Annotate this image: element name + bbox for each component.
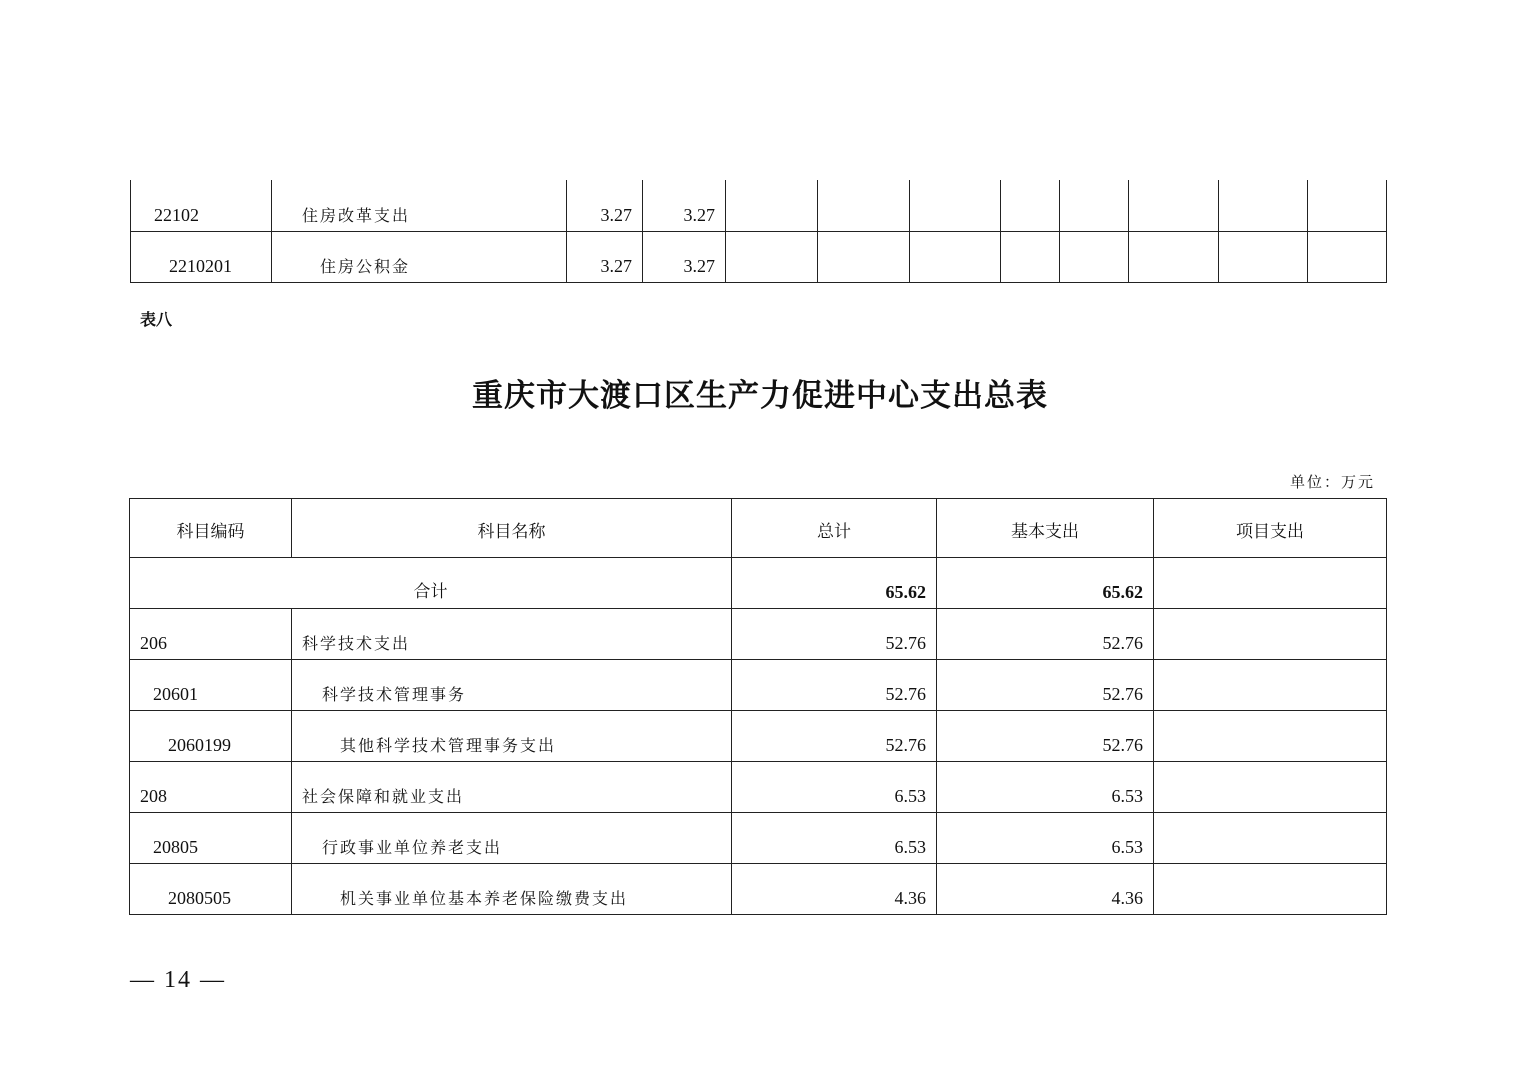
row-code: 2060199	[130, 711, 292, 762]
row-project	[1154, 864, 1387, 915]
expenditure-table	[129, 498, 1387, 915]
row-code: 2210201	[131, 231, 272, 282]
header-name: 科目名称	[292, 499, 732, 558]
row-name: 其他科学技术管理事务支出	[292, 711, 732, 762]
row-project	[1154, 660, 1387, 711]
row-total: 4.36	[732, 864, 937, 915]
unit-label: 单位：万元	[1289, 473, 1375, 491]
empty-cell	[726, 231, 818, 282]
empty-cell	[818, 231, 910, 282]
row-project	[1154, 813, 1387, 864]
empty-cell	[1219, 231, 1308, 282]
row-name: 行政事业单位养老支出	[292, 813, 732, 864]
row-code: 2080505	[130, 864, 292, 915]
row-code: 206	[130, 609, 292, 660]
table-label: 表八	[140, 310, 173, 329]
empty-cell	[910, 180, 1001, 231]
row-code: 20805	[130, 813, 292, 864]
table-row	[130, 609, 1387, 660]
row-code: 208	[130, 762, 292, 813]
table-row	[130, 813, 1387, 864]
row-name: 社会保障和就业支出	[292, 762, 732, 813]
row-project	[1154, 762, 1387, 813]
previous-table-continuation	[130, 180, 1387, 283]
header-total: 总计	[732, 499, 937, 558]
row-basic: 52.76	[937, 660, 1154, 711]
row-code: 22102	[131, 180, 272, 231]
empty-cell	[1001, 180, 1060, 231]
row-total: 6.53	[732, 762, 937, 813]
row-project	[1154, 609, 1387, 660]
empty-cell	[1001, 231, 1060, 282]
row-total: 52.76	[732, 660, 937, 711]
row-basic: 4.36	[937, 864, 1154, 915]
table-row	[130, 864, 1387, 915]
header-basic: 基本支出	[937, 499, 1154, 558]
page-number: — 14 —	[130, 967, 226, 993]
empty-cell	[818, 180, 910, 231]
row-basic: 6.53	[937, 813, 1154, 864]
table-row	[130, 762, 1387, 813]
table-row	[131, 231, 1387, 282]
row-value: 3.27	[643, 231, 726, 282]
total-project	[1154, 558, 1387, 609]
header-project: 项目支出	[1154, 499, 1387, 558]
row-project	[1154, 711, 1387, 762]
empty-cell	[1308, 231, 1387, 282]
table-header-row	[130, 499, 1387, 558]
page-title: 重庆市大渡口区生产力促进中心支出总表	[472, 378, 1048, 414]
row-basic: 6.53	[937, 762, 1154, 813]
header-code: 科目编码	[130, 499, 292, 558]
empty-cell	[1308, 180, 1387, 231]
row-total: 52.76	[732, 609, 937, 660]
table-row	[131, 180, 1387, 231]
row-basic: 52.76	[937, 711, 1154, 762]
table-row	[130, 711, 1387, 762]
empty-cell	[1129, 180, 1219, 231]
empty-cell	[1129, 231, 1219, 282]
row-name: 住房改革支出	[272, 180, 567, 231]
row-name: 机关事业单位基本养老保险缴费支出	[292, 864, 732, 915]
empty-cell	[1219, 180, 1308, 231]
row-basic: 52.76	[937, 609, 1154, 660]
row-value: 3.27	[567, 231, 643, 282]
total-value: 65.62	[732, 558, 937, 609]
total-label: 合计	[130, 558, 732, 609]
table-row	[130, 660, 1387, 711]
row-total: 52.76	[732, 711, 937, 762]
row-total: 6.53	[732, 813, 937, 864]
empty-cell	[910, 231, 1001, 282]
row-value: 3.27	[643, 180, 726, 231]
empty-cell	[1060, 180, 1129, 231]
row-name: 住房公积金	[272, 231, 567, 282]
empty-cell	[1060, 231, 1129, 282]
row-name: 科学技术支出	[292, 609, 732, 660]
row-value: 3.27	[567, 180, 643, 231]
total-basic: 65.62	[937, 558, 1154, 609]
row-name: 科学技术管理事务	[292, 660, 732, 711]
empty-cell	[726, 180, 818, 231]
total-row	[130, 558, 1387, 609]
row-code: 20601	[130, 660, 292, 711]
